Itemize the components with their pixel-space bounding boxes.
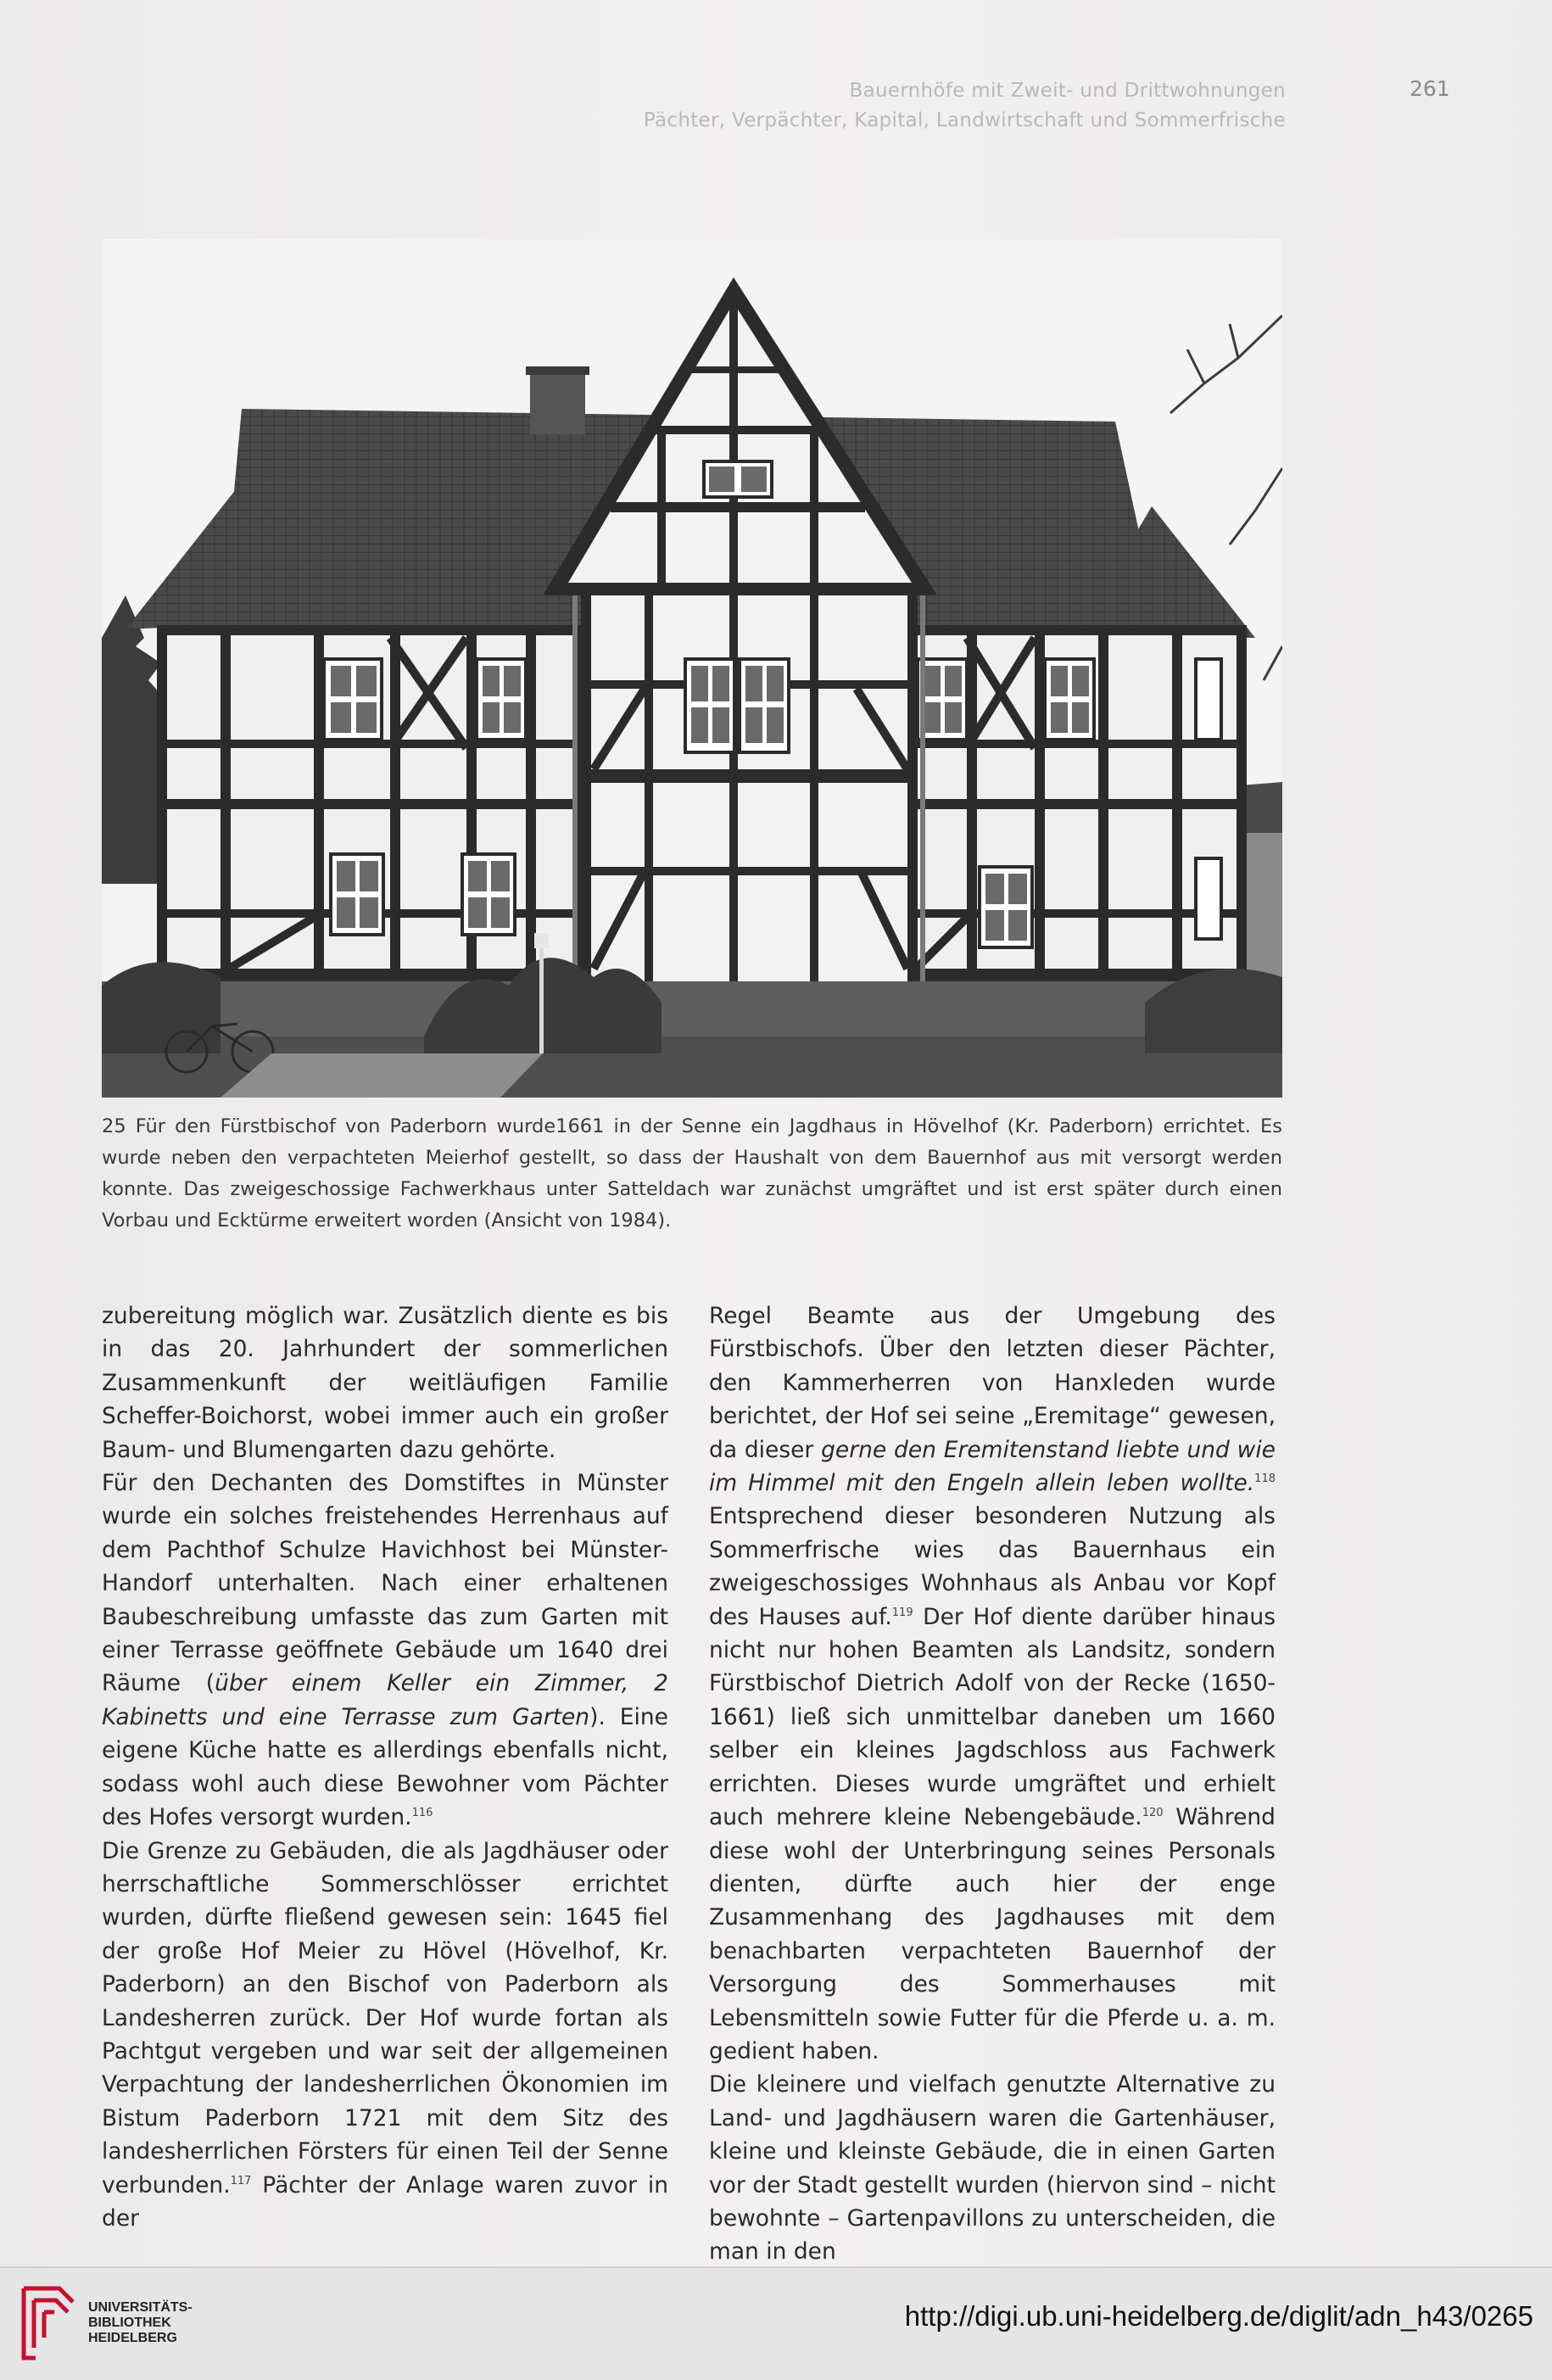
footnote-marker: 120	[1142, 1807, 1164, 1820]
paragraph: zubereitung möglich war. Zusätzlich diente es bis in das 20. Jahrhundert der sommerlichen Zusammenkunft der weitläufigen Familie Scheffer-Boichorst, wobei immer auch ein großer Baum- und Blumengarten dazu gehörte.	[102, 1303, 668, 1463]
source-url-link[interactable]: http://digi.ub.uni-heidelberg.de/diglit/adn_h43/0265	[904, 2300, 1533, 2332]
footnote-marker: 118	[1254, 1472, 1276, 1486]
paragraph: Die Grenze zu Gebäuden, die als Jagdhäuser oder herrschaftliche Sommerschlösser errichtet wurden, dürfte fließend gewesen sein: 1645 fiel der große Hof Meier zu Hövel (Hövelhof, Kr. Paderborn) an den Bischof von Paderborn als Landesherren zurück. Der Hof wurde fortan als Pachtgut vergeben und war seit der allgemeinen Verpachtung der landesherrlichen Ökonomien im Bistum Paderborn 1721 mit dem Sitz des landesherrlichen Försters für einen Teil der Senne verbunden.$^{117}$ Pächter der Anlage waren zuvor in der	[102, 1837, 668, 2232]
running-title-line2: Pächter, Verpächter, Kapital, Landwirtschaft und Sommerfrische	[643, 109, 1286, 131]
footnote-marker: 117	[230, 2174, 252, 2187]
paragraph: Regel Beamte aus der Umgebung des Fürstbischofs. Über den letzten dieser Pächter, den Kammerherren von Hanxleden wurde berichtet, der Hof sei seine „Eremitage“ gewesen, da dieser gerne den Eremitenstand liebte und wie im Himmel mit den Engeln allein leben wollte.$^{118}$ Entsprechend dieser besonderen Nutzung als Sommerfrische wies das Bauernhaus ein zweigeschossiges Wohnhaus als Anbau vor Kopf des Hauses auf.$^{119}$ Der Hof diente darüber hinaus nicht nur hohen Beamten als Landsitz, sondern Fürstbischof Dietrich Adolf von der Recke (1650-1661) ließ sich unmittelbar daneben um 1660 selber ein kleines Jagdschloss aus Fachwerk errichten. Dieses wurde umgräftet und erhielt auch mehrere kleine Nebengebäude.$^{120}$ Während diese wohl der Unterbringung seines Personals dienten, dürfte auch hier der enge Zusammenhang des Jagdhauses mit dem benachbarten verpachteten Bauernhof der Versorgung des Sommerhauses mit Lebensmitteln sowie Futter für die Pferde u. a. m. gedient haben.	[709, 1303, 1276, 2064]
text-column-left	[102, 1299, 668, 2235]
house-illustration	[102, 239, 1282, 1098]
page-number: 261	[1410, 76, 1450, 101]
library-name: UNIVERSITÄTS- BIBLIOTHEK HEIDELBERG	[88, 2300, 193, 2345]
paragraph: Für den Dechanten des Domstiftes in Münster wurde ein solches freistehendes Herrenhaus auf dem Pachthof Schulze Havichhost bei Münster-Handorf unterhalten. Nach einer erhaltenen Baubeschreibung umfasste das zum Garten mit einer Terrasse geöffnete Gebäude um 1640 drei Räume (über einem Keller ein Zimmer, 2 Kabinetts und eine Terrasse zum Garten). Eine eigene Küche hatte es allerdings ebenfalls nicht, sodass wohl auch diese Bewohner vom Pächter des Hofes versorgt wurden.$^{116}$	[102, 1470, 668, 1831]
footnote-marker: 119	[891, 1606, 913, 1619]
running-title-line1: Bauernhöfe mit Zweit- und Drittwohnungen	[849, 80, 1286, 102]
figure-photo-hunting-lodge	[102, 239, 1282, 1098]
footer-bar	[0, 2266, 1552, 2380]
paragraph: Die kleinere und vielfach genutzte Alternative zu Land- und Jagdhäusern waren die Gartenhäuser, kleine und kleinste Gebäude, die in einen Garten vor der Stadt gestellt wurden (hiervon sind – nicht bewohnte – Gartenpavillons zu unterscheiden, die man in den	[709, 2071, 1276, 2265]
footnote-marker: 116	[411, 1807, 433, 1820]
university-library-logo-icon	[17, 2280, 80, 2368]
figure-caption: 25 Für den Fürstbischof von Paderborn wurde1661 in der Senne ein Jagdhaus in Hövelhof (Kr. Paderborn) errichtet. Es wurde neben den verpachteten Meierhof gestellt, so dass der Haushalt von dem Bauernhof aus mit versorgt werden konnte. Das zweigeschossige Fachwerkhaus unter Satteldach war zunächst umgräftet und ist erst später durch einen Vorbau und Ecktürme erweitert worden (Ansicht von 1984).	[102, 1115, 1282, 1232]
running-head	[644, 76, 1286, 136]
text-column-right	[709, 1299, 1276, 2269]
